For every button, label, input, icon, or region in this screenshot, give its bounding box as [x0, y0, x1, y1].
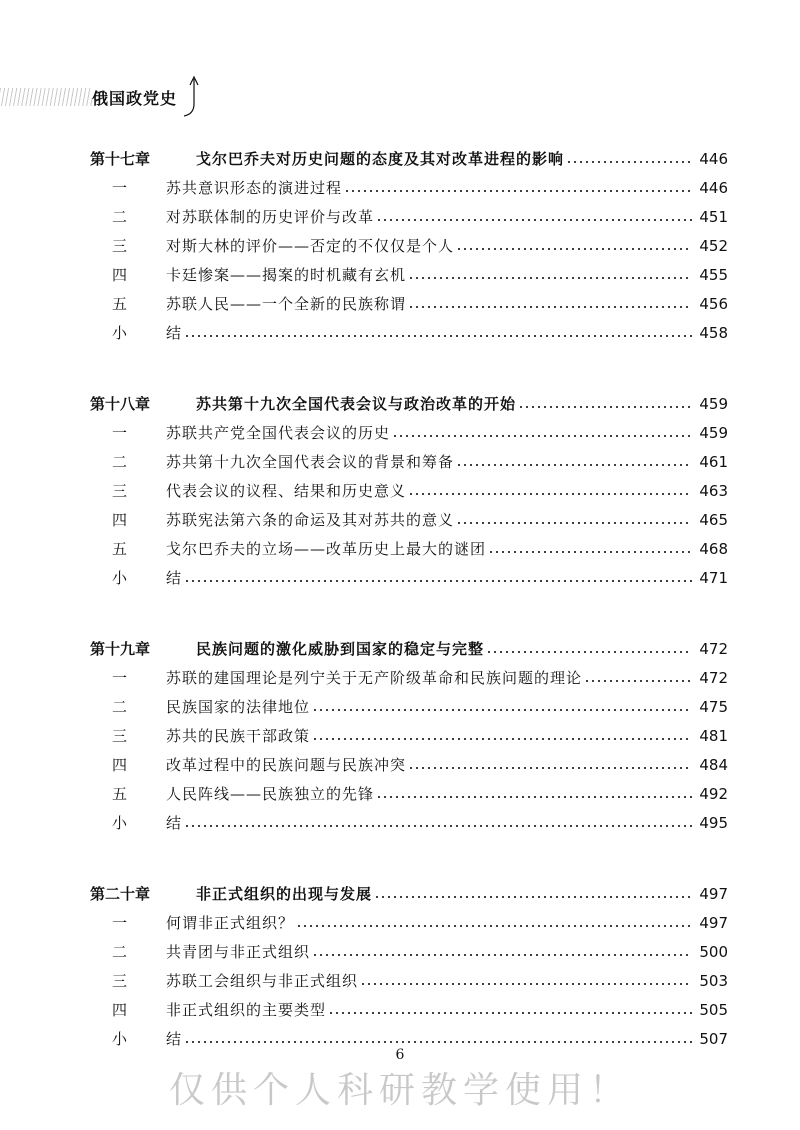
dot-leader [456, 248, 692, 250]
section-entry-title: 共青团与非正式组织 [166, 943, 311, 961]
dot-leader [184, 580, 692, 582]
dot-leader [408, 277, 692, 279]
section-entry-number: 三 [112, 972, 128, 990]
section-entry[interactable] [0, 692, 800, 721]
section-entry-title: 结 [166, 569, 183, 587]
chapter-entry-page: 446 [699, 149, 728, 168]
dot-leader [486, 651, 692, 653]
section-entry-number: 五 [112, 785, 128, 803]
section-entry-title: 戈尔巴乔夫的立场——改革历史上最大的谜团 [166, 540, 487, 558]
dot-leader [584, 680, 692, 682]
dot-leader [312, 709, 692, 711]
section-entry-title: 何谓非正式组织？ [166, 914, 295, 932]
section-entry-title: 卡廷惨案——揭案的时机藏有玄机 [166, 266, 407, 284]
section-entry-page: 481 [699, 726, 728, 745]
section-entry-title: 非正式组织的主要类型 [166, 1001, 327, 1019]
section-entry-number: 二 [112, 943, 128, 961]
section-entry-title: 苏共第十九次全国代表会议的背景和筹备 [166, 453, 455, 471]
section-entry-title: 苏联的建国理论是列宁关于无产阶级革命和民族问题的理论 [166, 669, 583, 687]
section-entry-number: 三 [112, 482, 128, 500]
section-entry-title: 代表会议的议程、结果和历史意义 [166, 482, 407, 500]
section-entry-page: 456 [699, 294, 728, 313]
dot-leader [392, 435, 692, 437]
section-entry-title: 对苏联体制的历史评价与改革 [166, 208, 375, 226]
section-entry-number: 小 [112, 814, 128, 832]
section-entry-title: 人民阵线——民族独立的先锋 [166, 785, 375, 803]
section-entry[interactable] [0, 289, 800, 318]
chapter-block [0, 879, 800, 1053]
section-entry-title: 对斯大林的评价——否定的不仅仅是个人 [166, 237, 455, 255]
dot-leader [488, 551, 692, 553]
dot-leader [344, 190, 692, 192]
dot-leader [456, 522, 692, 524]
section-entry-page: 452 [699, 236, 728, 255]
section-entry-number: 小 [112, 1030, 128, 1048]
section-entry[interactable] [0, 173, 800, 202]
section-entry-number: 二 [112, 208, 128, 226]
section-entry-title: 苏联宪法第六条的命运及其对苏共的意义 [166, 511, 455, 529]
dot-leader [408, 493, 692, 495]
dot-leader [312, 954, 692, 956]
section-entry[interactable] [0, 202, 800, 231]
section-entry-title: 苏联共产党全国代表会议的历史 [166, 424, 391, 442]
dot-leader [456, 464, 692, 466]
section-entry-number: 二 [112, 453, 128, 471]
section-entry-number: 小 [112, 569, 128, 587]
dot-leader [184, 335, 692, 337]
section-entry-number: 四 [112, 1001, 128, 1019]
section-entry-page: 461 [699, 452, 728, 471]
chapter-entry[interactable] [0, 389, 800, 418]
section-entry[interactable] [0, 318, 800, 347]
dot-leader [518, 406, 692, 408]
dot-leader [408, 306, 692, 308]
book-title: 俄国政党史 [92, 89, 178, 108]
dot-leader [566, 161, 692, 163]
dot-leader [296, 925, 692, 927]
dot-leader [312, 738, 692, 740]
section-entry-page: 446 [699, 178, 728, 197]
chapter-entry[interactable] [0, 634, 800, 663]
section-entry[interactable] [0, 937, 800, 966]
section-entry-page: 495 [699, 813, 728, 832]
section-entry-title: 结 [166, 814, 183, 832]
chapter-entry-page: 459 [699, 394, 728, 413]
section-entry-number: 三 [112, 727, 128, 745]
section-entry-number: 一 [112, 669, 128, 687]
chapter-entry-title: 苏共第十九次全国代表会议与政治改革的开始 [196, 395, 517, 413]
chapter-entry-page: 497 [699, 884, 728, 903]
section-entry[interactable] [0, 663, 800, 692]
section-entry-number: 一 [112, 179, 128, 197]
section-entry-title: 苏联工会组织与非正式组织 [166, 972, 359, 990]
section-entry[interactable] [0, 721, 800, 750]
chapter-entry-title: 民族问题的激化威胁到国家的稳定与完整 [196, 640, 485, 658]
section-entry-number: 四 [112, 756, 128, 774]
section-entry[interactable] [0, 995, 800, 1024]
dot-leader [328, 1012, 692, 1014]
section-entry-page: 484 [699, 755, 728, 774]
chapter-entry-number: 第二十章 [90, 885, 151, 903]
section-entry[interactable] [0, 447, 800, 476]
chapter-entry-page: 472 [699, 639, 728, 658]
section-entry-page: 459 [699, 423, 728, 442]
chapter-entry-title: 戈尔巴乔夫对历史问题的态度及其对改革进程的影响 [196, 150, 565, 168]
dot-leader [184, 1041, 692, 1043]
page-number: 6 [395, 1047, 405, 1063]
section-entry[interactable] [0, 476, 800, 505]
section-entry-page: 475 [699, 697, 728, 716]
section-entry-page: 471 [699, 568, 728, 587]
section-entry-page: 472 [699, 668, 728, 687]
header-hatch-decoration [0, 88, 92, 106]
section-entry[interactable] [0, 231, 800, 260]
section-entry-title: 苏共的民族干部政策 [166, 727, 311, 745]
section-entry-number: 五 [112, 295, 128, 313]
section-entry-page: 503 [699, 971, 728, 990]
running-header [0, 74, 230, 120]
chapter-entry-number: 第十七章 [90, 150, 151, 168]
section-entry-page: 505 [699, 1000, 728, 1019]
section-entry-title: 苏联人民——一个全新的民族称谓 [166, 295, 407, 313]
chapter-block [0, 634, 800, 837]
section-entry-page: 497 [699, 913, 728, 932]
watermark: 仅供个人科研教学使用！ [168, 1070, 631, 1111]
section-entry-number: 一 [112, 914, 128, 932]
section-entry-page: 458 [699, 323, 728, 342]
section-entry-number: 五 [112, 540, 128, 558]
chapter-block [0, 389, 800, 592]
section-entry-page: 451 [699, 207, 728, 226]
section-entry[interactable] [0, 505, 800, 534]
section-entry[interactable] [0, 563, 800, 592]
section-entry[interactable] [0, 966, 800, 995]
section-entry-page: 463 [699, 481, 728, 500]
section-entry[interactable] [0, 534, 800, 563]
dot-leader [184, 825, 692, 827]
section-entry-page: 492 [699, 784, 728, 803]
section-entry-title: 民族国家的法律地位 [166, 698, 311, 716]
section-entry[interactable] [0, 750, 800, 779]
chapter-block [0, 144, 800, 347]
section-entry-page: 465 [699, 510, 728, 529]
section-entry-page: 500 [699, 942, 728, 961]
section-entry[interactable] [0, 908, 800, 937]
chapter-entry-number: 第十八章 [90, 395, 151, 413]
dot-leader [360, 983, 692, 985]
arrow-up-icon [184, 74, 204, 120]
dot-leader [408, 767, 692, 769]
dot-leader [374, 896, 692, 898]
section-entry-page: 455 [699, 265, 728, 284]
section-entry-title: 苏共意识形态的演进过程 [166, 179, 343, 197]
table-of-contents [0, 144, 800, 1053]
section-entry-number: 三 [112, 237, 128, 255]
section-entry-number: 四 [112, 266, 128, 284]
section-entry-page: 507 [699, 1029, 728, 1048]
dot-leader [376, 796, 692, 798]
section-entry-title: 改革过程中的民族问题与民族冲突 [166, 756, 407, 774]
section-entry-number: 一 [112, 424, 128, 442]
section-entry-page: 468 [699, 539, 728, 558]
section-entry[interactable] [0, 418, 800, 447]
chapter-entry[interactable] [0, 879, 800, 908]
section-entry[interactable] [0, 260, 800, 289]
chapter-entry-title: 非正式组织的出现与发展 [196, 885, 373, 903]
section-entry-number: 四 [112, 511, 128, 529]
section-entry[interactable] [0, 808, 800, 837]
section-entry[interactable] [0, 779, 800, 808]
section-entry-number: 二 [112, 698, 128, 716]
section-entry-number: 小 [112, 324, 128, 342]
section-entry-title: 结 [166, 324, 183, 342]
chapter-entry[interactable] [0, 144, 800, 173]
section-entry-title: 结 [166, 1030, 183, 1048]
dot-leader [376, 219, 692, 221]
chapter-entry-number: 第十九章 [90, 640, 151, 658]
